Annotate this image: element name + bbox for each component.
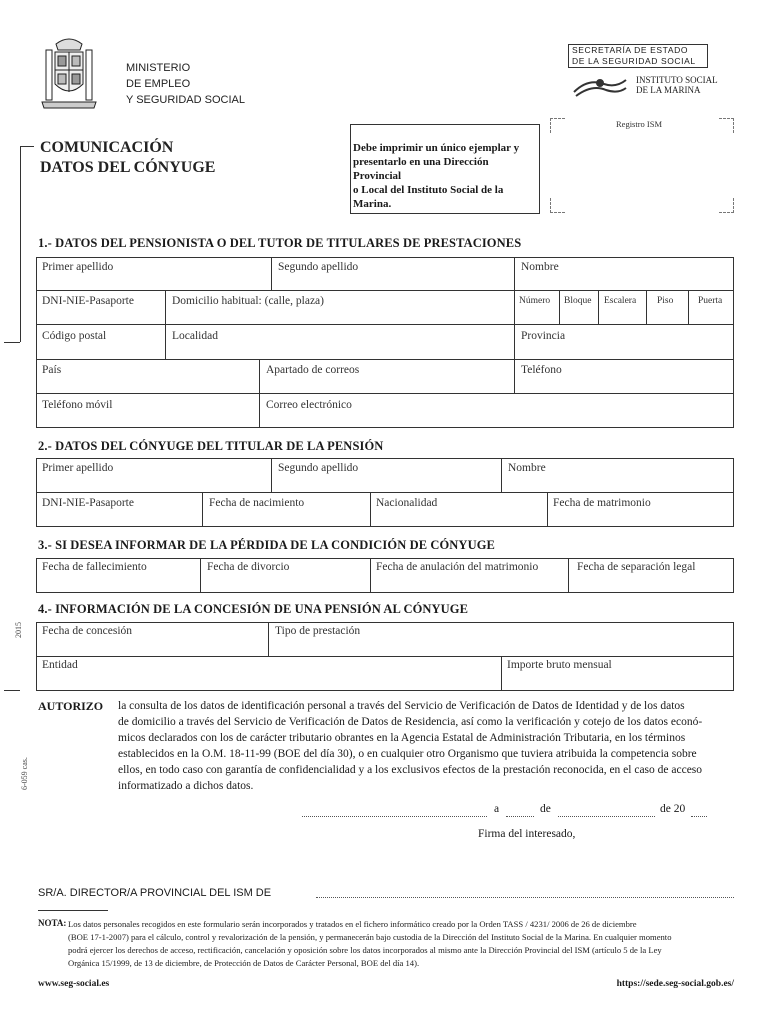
field-label: Tipo de prestación bbox=[275, 625, 361, 637]
field-label: Localidad bbox=[172, 330, 218, 342]
field-label: Entidad bbox=[42, 659, 78, 671]
section-3-title: 3.- SI DESEA INFORMAR DE LA PÉRDIDA DE LA CONDICIÓN DE CÓNYUGE bbox=[38, 538, 495, 552]
ism-line: INSTITUTO SOCIAL bbox=[636, 75, 718, 85]
coat-of-arms-logo bbox=[38, 36, 100, 112]
day-input[interactable] bbox=[506, 816, 534, 817]
field-label: Fecha de separación legal bbox=[577, 561, 696, 573]
secretaria-box bbox=[568, 44, 708, 68]
section-4-title: 4.- INFORMACIÓN DE LA CONCESIÓN DE UNA PENSIÓN AL CÓNYUGE bbox=[38, 602, 469, 616]
secretaria-line: SECRETARÍA DE ESTADO bbox=[572, 45, 689, 55]
field-label: Bloque bbox=[564, 296, 592, 306]
binding-mark bbox=[20, 146, 34, 147]
field-label: Fecha de divorcio bbox=[207, 561, 290, 573]
autorizo-line: de domicilio a través del Servicio de Verificación de Datos de Residencia, así como la verificación y cotejo de los datos econó- bbox=[118, 716, 703, 728]
nota-line: Orgánica 15/1999, de 13 de diciembre, de Protección de Datos de Carácter Personal, BOE del día 14). bbox=[68, 958, 420, 968]
field-label: Nacionalidad bbox=[376, 497, 438, 509]
localidad-field[interactable] bbox=[166, 325, 514, 359]
nota-text bbox=[68, 918, 672, 970]
autorizo-line: informatizado a dichos datos. bbox=[118, 780, 254, 792]
binding-mark bbox=[4, 690, 20, 691]
nota-line: (BOE 17-1-2007) para el cálculo, control y revalorización de la pensión, y permanecerán bajo custodia de la Dirección del Instituto Social de la Marina. En cualquier momento bbox=[68, 932, 672, 942]
place-input[interactable] bbox=[302, 816, 487, 817]
telefono-movil-field[interactable] bbox=[37, 394, 259, 427]
year-input[interactable] bbox=[691, 816, 707, 817]
footer-link-left[interactable]: www.seg-social.es bbox=[38, 979, 110, 989]
binding-mark bbox=[4, 342, 20, 343]
field-label: Segundo apellido bbox=[278, 462, 359, 474]
field-label: Fecha de concesión bbox=[42, 625, 133, 637]
field-label: Código postal bbox=[42, 330, 107, 342]
field-label: Segundo apellido bbox=[278, 261, 359, 273]
field-label: Importe bruto mensual bbox=[507, 659, 612, 671]
binding-mark bbox=[20, 146, 21, 342]
conyuge-segundo-apellido-field[interactable] bbox=[272, 459, 501, 492]
director-province-input[interactable] bbox=[316, 897, 734, 898]
dni-field[interactable] bbox=[37, 291, 165, 324]
field-label: País bbox=[42, 364, 62, 376]
pais-field[interactable] bbox=[37, 360, 259, 393]
segundo-apellido-field[interactable] bbox=[272, 258, 514, 290]
field-label: Fecha de anulación del matrimonio bbox=[376, 561, 539, 573]
ism-logo bbox=[570, 74, 630, 100]
fecha-concesion-field[interactable] bbox=[37, 623, 268, 656]
director-label: SR/A. DIRECTOR/A PROVINCIAL DEL ISM DE bbox=[38, 887, 272, 899]
notice-line: presentarlo en una Dirección Provincial bbox=[353, 156, 489, 182]
field-label: Correo electrónico bbox=[266, 399, 352, 411]
date-de20-label: de 20 bbox=[660, 803, 686, 815]
ministry-line: MINISTERIO bbox=[126, 62, 191, 74]
field-label: Fecha de matrimonio bbox=[553, 497, 651, 509]
registro-corner bbox=[719, 118, 734, 133]
date-a-label: a bbox=[494, 803, 500, 815]
nombre-field[interactable] bbox=[515, 258, 733, 290]
conyuge-primer-apellido-field[interactable] bbox=[37, 459, 271, 492]
month-input[interactable] bbox=[558, 816, 655, 817]
registro-label: Registro ISM bbox=[616, 119, 663, 129]
ministry-name bbox=[126, 60, 245, 108]
section-1-title: 1.- DATOS DEL PENSIONISTA O DEL TUTOR DE TITULARES DE PRESTACIONES bbox=[38, 236, 522, 250]
date-de-label: de bbox=[540, 803, 551, 815]
notice-box bbox=[350, 124, 540, 214]
bloque-field[interactable] bbox=[560, 291, 598, 324]
registro-corner bbox=[550, 118, 565, 133]
primer-apellido-field[interactable] bbox=[37, 258, 271, 290]
registro-corner bbox=[550, 198, 565, 213]
field-label: DNI-NIE-Pasaporte bbox=[42, 295, 134, 307]
field-label: Nombre bbox=[508, 462, 546, 474]
field-label: Nombre bbox=[521, 261, 559, 273]
nota-line: podrá ejercer los derechos de acceso, rectificación, cancelación y oposición sobre los datos incorporados al mismo ante la Dirección Provincial del ISM (artículo 5 de la Ley bbox=[68, 945, 662, 955]
correo-field[interactable] bbox=[260, 394, 733, 427]
field-label: Teléfono móvil bbox=[42, 399, 113, 411]
side-year-code: 2015 bbox=[14, 622, 23, 638]
autorizo-line: ellos, en todo caso con garantía de confidencialidad y a los exclusivos efectos de la prestación reconocida, en el caso de acceso bbox=[118, 764, 703, 776]
field-label: DNI-NIE-Pasaporte bbox=[42, 497, 134, 509]
fecha-matrimonio-field[interactable] bbox=[548, 493, 733, 526]
field-label: Apartado de correos bbox=[266, 364, 360, 376]
document-title-line: DATOS DEL CÓNYUGE bbox=[40, 159, 216, 176]
section-2-title: 2.- DATOS DEL CÓNYUGE DEL TITULAR DE LA PENSIÓN bbox=[38, 439, 384, 453]
field-label: Fecha de fallecimiento bbox=[42, 561, 147, 573]
footer-link-right[interactable]: https://sede.seg-social.gob.es/ bbox=[616, 979, 734, 989]
puerta-field[interactable] bbox=[689, 291, 733, 324]
autorizo-label: AUTORIZO bbox=[38, 699, 104, 713]
autorizo-line: establecidos en la O.M. 18-11-99 (BOE del día 30), o en cualquier otro Organismo que tuviera atribuida la competencia sobre bbox=[118, 748, 697, 760]
ministry-line: DE EMPLEO bbox=[126, 78, 191, 90]
conyuge-nombre-field[interactable] bbox=[502, 459, 733, 492]
autorizo-line: micos declarados con los de carácter tributario obrantes en la Agencia Estatal de Administración Tributaria, en los términos bbox=[118, 732, 686, 744]
escalera-field[interactable] bbox=[599, 291, 646, 324]
field-label: Provincia bbox=[521, 330, 566, 342]
field-label: Piso bbox=[657, 296, 674, 306]
importe-field[interactable] bbox=[502, 657, 733, 690]
signature-area[interactable] bbox=[440, 846, 660, 876]
nota-divider bbox=[38, 910, 108, 911]
notice-line: o Local del Instituto Social de la Marina. bbox=[353, 184, 504, 210]
ism-line: DE LA MARINA bbox=[636, 85, 701, 95]
conyuge-dni-field[interactable] bbox=[37, 493, 202, 526]
secretaria-line: DE LA SEGURIDAD SOCIAL bbox=[572, 56, 696, 66]
codigo-postal-field[interactable] bbox=[37, 325, 165, 359]
field-label: Escalera bbox=[604, 296, 637, 306]
provincia-field[interactable] bbox=[515, 325, 733, 359]
entidad-field[interactable] bbox=[37, 657, 501, 690]
field-label: Primer apellido bbox=[42, 462, 114, 474]
autorizo-text bbox=[118, 698, 738, 794]
fecha-divorcio-field[interactable] bbox=[201, 559, 370, 592]
field-label: Fecha de nacimiento bbox=[209, 497, 305, 509]
document-title bbox=[40, 138, 215, 178]
nacionalidad-field[interactable] bbox=[371, 493, 547, 526]
autorizo-line: la consulta de los datos de identificación personal a través del Servicio de Verificación de Datos de Identidad y de los datos bbox=[118, 700, 685, 712]
field-label: Puerta bbox=[698, 296, 723, 306]
field-label: Teléfono bbox=[521, 364, 562, 376]
field-label: Primer apellido bbox=[42, 261, 114, 273]
ministry-line: Y SEGURIDAD SOCIAL bbox=[126, 94, 245, 106]
numero-field[interactable] bbox=[515, 291, 559, 324]
apartado-field[interactable] bbox=[260, 360, 514, 393]
fecha-nacimiento-field[interactable] bbox=[203, 493, 370, 526]
ism-name bbox=[636, 75, 718, 95]
document-title-line: COMUNICACIÓN bbox=[40, 139, 174, 156]
domicilio-field[interactable] bbox=[166, 291, 514, 324]
field-label: Número bbox=[519, 296, 551, 306]
piso-field[interactable] bbox=[647, 291, 688, 324]
fecha-anulacion-field[interactable] bbox=[371, 559, 568, 592]
field-label: Domicilio habitual: (calle, plaza) bbox=[172, 295, 324, 307]
signature-label: Firma del interesado, bbox=[478, 828, 576, 840]
registro-corner bbox=[719, 198, 734, 213]
nota-label: NOTA: bbox=[38, 918, 67, 928]
notice-line: Debe imprimir un único ejemplar y bbox=[353, 142, 520, 154]
side-form-code: 6-059 cas. bbox=[20, 757, 29, 790]
telefono-field[interactable] bbox=[515, 360, 733, 393]
nota-line: Los datos personales recogidos en este formulario serán incorporados y tratados en el fichero informático creado por la Orden TASS / 4231/ 2006 de 26 de diciembre bbox=[68, 919, 637, 929]
fecha-separacion-field[interactable] bbox=[569, 559, 733, 592]
tipo-prestacion-field[interactable] bbox=[269, 623, 733, 656]
fecha-fallecimiento-field[interactable] bbox=[37, 559, 200, 592]
